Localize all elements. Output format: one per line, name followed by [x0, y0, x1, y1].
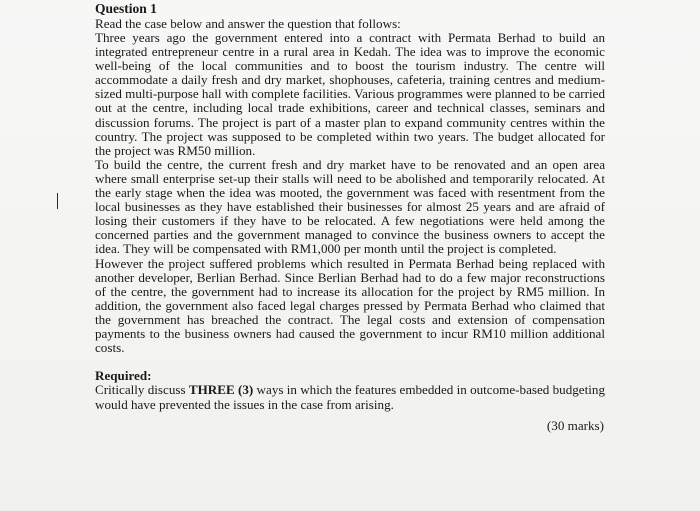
required-emphasis: THREE (3) — [188, 382, 254, 398]
case-paragraph-2: To build the centre, the current fresh and dry market have to be renovated and an open area where small enterprise set-up their stalls will need to be abolished and temporarily relocated. At the early stage when the idea was mooted, the government was faced with resentment from the local businesses as they have established their businesses for almost 25 years and are afraid of losing their customers if they have to be relocated. A few negotiations were held among the concerned parties and the government managed to convince the business owners to accept the idea. They will be compensated with RM1,000 per month until the project is completed. — [95, 156, 605, 257]
required-heading: Required: — [95, 368, 152, 384]
question-title: Question 1 — [95, 1, 157, 16]
question-content — [95, 0, 605, 433]
case-paragraph-3: However the project suffered problems which resulted in Permata Berhad being replaced with another developer, Berlian Berhad. Since Berlian Berhad had to do a few major reconstructions of the centre, the government had to increase its allocation for the project by RM5 million. In addition, the government also faced legal charges pressed by Permata Berhad who claimed that the government has breached the contract. The legal costs and extension of compensation payments to the business owners had caused the government to incur RM10 million additional costs. — [95, 255, 605, 356]
case-paragraph-1: Three years ago the government entered into a contract with Permata Berhad to build an integrated entrepreneur centre in a rural area in Kedah. The idea was to improve the economic well-being of the local communities and to boost the tourism industry. The centre will accommodate a daily fresh and dry market, shophouses, cafeteria, training centres and medium-sized multi-purpose hall with complete facilities. Various programmes were planned to be carried out at the centre, including local trade exhibitions, career and technical classes, seminars and discussion forums. The project is part of a master plan to expand community centres within the country. The project was supposed to be completed within two years. The budget allocated for the project was RM50 million. — [95, 30, 605, 158]
text-cursor — [57, 193, 58, 209]
required-text — [95, 383, 605, 412]
question-instruction: Read the case below and answer the question that follows: — [95, 16, 401, 31]
required-text-after: ways in which the features embedded in outcome-based budgeting would have prevented the issues in the case from arising. — [95, 382, 605, 412]
required-text-before: Critically discuss — [95, 382, 189, 398]
marks-label: (30 marks) — [546, 418, 604, 434]
